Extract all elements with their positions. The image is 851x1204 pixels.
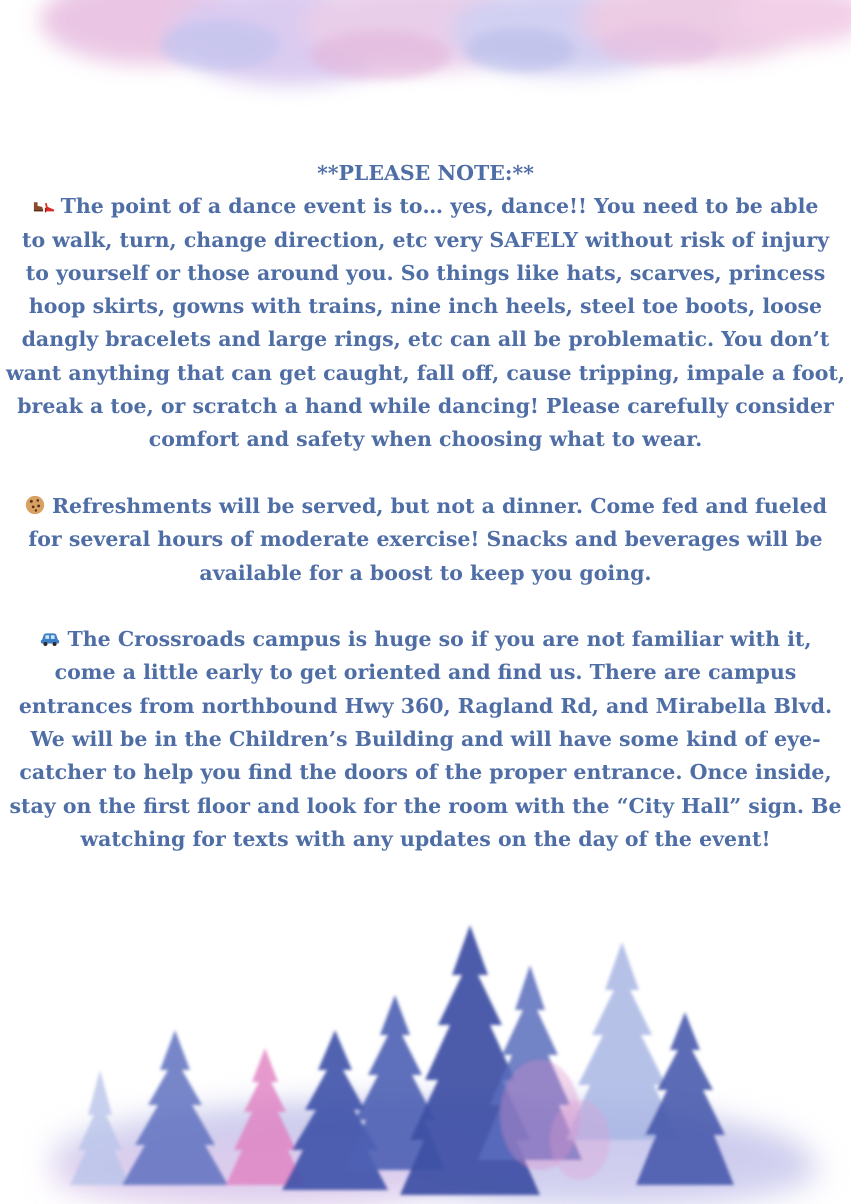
directions-line: We will be in the Children’s Building and will have some kind of eye- — [30, 727, 821, 752]
section-spacer — [0, 457, 851, 490]
directions-line: catcher to help you find the doors of the proper entrance. Once inside, — [19, 760, 832, 785]
car-icon — [39, 627, 61, 649]
attire-line: comfort and safety when choosing what to wear. — [148, 427, 703, 452]
directions-section — [0, 623, 851, 856]
note-heading: **PLEASE NOTE:** — [317, 161, 534, 185]
watercolor-cloud-decoration — [0, 0, 851, 130]
directions-line: watching for texts with any updates on the day of the event! — [80, 826, 771, 851]
attire-section — [0, 190, 851, 456]
cookie-icon — [24, 494, 46, 516]
attire-line: want anything that can get caught, fall off, cause tripping, impale a foot, — [5, 360, 846, 385]
directions-line: entrances from northbound Hwy 360, Ragland Rd, and Mirabella Blvd. — [18, 693, 833, 718]
refreshments-line: for several hours of moderate exercise! Snacks and beverages will be — [28, 527, 823, 552]
watercolor-forest-decoration — [0, 900, 851, 1204]
attire-line: to yourself or those around you. So things like hats, scarves, princess — [25, 260, 826, 285]
directions-line: come a little early to get oriented and find us. There are campus — [54, 660, 797, 685]
attire-line: dangly bracelets and large rings, etc can all be problematic. You don’t — [21, 327, 830, 352]
directions-line: stay on the first floor and look for the room with the “City Hall” sign. Be — [9, 793, 842, 818]
directions-line: The Crossroads campus is huge so if you are not familiar with it, — [0, 623, 851, 656]
refreshments-section — [0, 490, 851, 590]
attire-line: break a toe, or scratch a hand while dancing! Please carefully consider — [17, 394, 834, 419]
attire-line: The point of a dance event is to… yes, dance!! You need to be able — [0, 190, 851, 223]
note-content — [0, 157, 851, 856]
attire-line: hoop skirts, gowns with trains, nine inch heels, steel toe boots, loose — [28, 294, 823, 319]
attire-line: to walk, turn, change direction, etc very SAFELY without risk of injury — [22, 227, 829, 252]
refreshments-line: available for a boost to keep you going. — [199, 560, 652, 585]
shoes-icon — [33, 194, 55, 216]
refreshments-line: Refreshments will be served, but not a dinner. Come fed and fueled — [0, 490, 851, 523]
section-spacer — [0, 590, 851, 623]
